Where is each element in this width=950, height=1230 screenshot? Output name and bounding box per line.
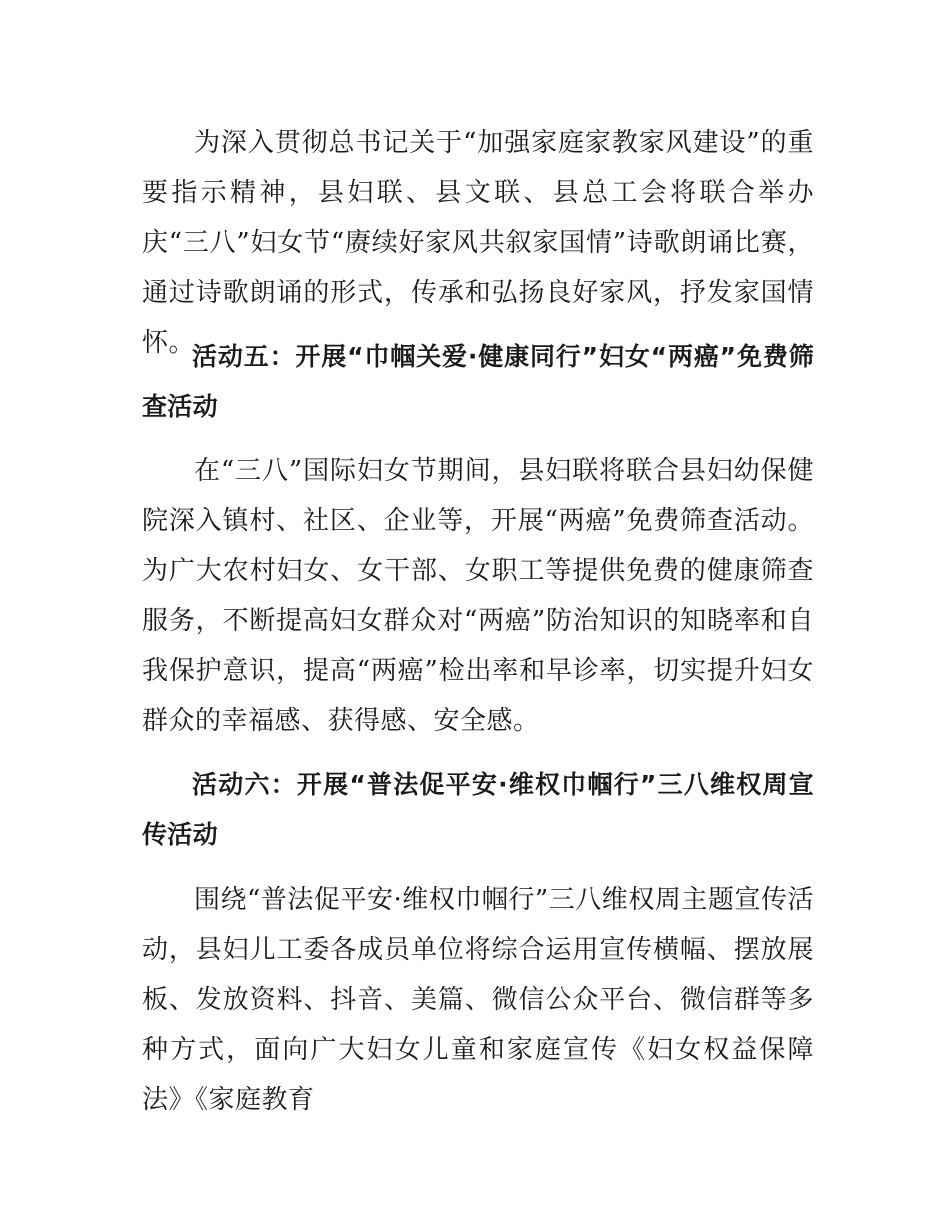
paragraph-text: 为深入贯彻总书记关于“加强家庭家教家风建设”的重要指示精神，县妇联、县文联、县总工会将联合举办庆“三八”妇女节“赓续好家风共叙家国情”诗歌朗诵比赛，通过诗歌朗诵的形式，传承和弘扬良好家风，抒发家国情怀。 (142, 128, 814, 358)
heading-text: 活动五：开展“巾帼关爱·健康同行”妇女“两癌”免费筛查活动 (142, 342, 814, 421)
paragraph-text: 围绕“普法促平安·维权巾帼行”三八维权周主题宣传活动，县妇儿工委各成员单位将综合运用宣传横幅、摆放展板、发放资料、抖音、美篇、微信公众平台、微信群等多种方式，面向广大妇女儿童和家庭宣传《妇女权益保障法》《家庭教育 (142, 885, 814, 1115)
body-paragraph-rights-week (142, 875, 814, 1125)
section-heading-activity-five (142, 332, 814, 432)
section-heading-activity-six (142, 760, 814, 860)
heading-text: 活动六：开展“普法促平安·维权巾帼行”三八维权周宣传活动 (142, 770, 814, 849)
body-paragraph-poetry-contest (142, 118, 814, 368)
paragraph-text: 在“三八”国际妇女节期间，县妇联将联合县妇幼保健院深入镇村、社区、企业等，开展“两癌”免费筛查活动。为广大农村妇女、女干部、女职工等提供免费的健康筛查服务，不断提高妇女群众对“两癌”防治知识的知晓率和自我保护意识，提高“两癌”检出率和早诊率，切实提升妇女群众的幸福感、获得感、安全感。 (142, 456, 814, 736)
body-paragraph-screening (142, 446, 814, 746)
